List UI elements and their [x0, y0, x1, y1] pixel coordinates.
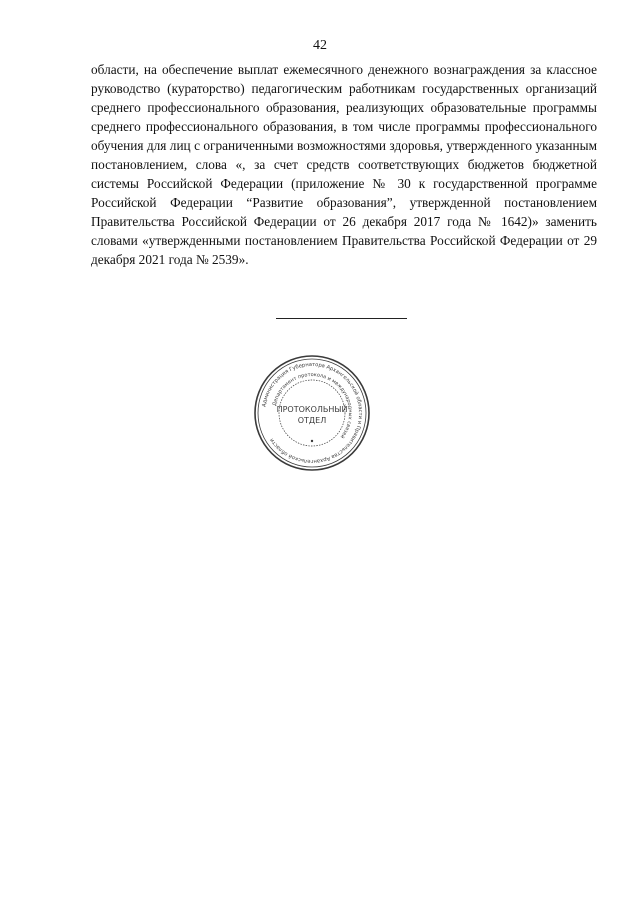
stamp-inner-ring-text: Департамент протокола и международных связей [271, 371, 354, 440]
page-number: 42 [313, 38, 327, 53]
stamp-center-line2: ОТДЕЛ [297, 416, 327, 425]
stamp-outer-ring-text: Администрация Губернатора Архангельской области и Правительства Архангельской области [261, 361, 364, 465]
stamp-center-line1: ПРОТОКОЛЬНЫЙ [276, 405, 348, 414]
end-separator-line [276, 318, 407, 319]
body-paragraph: области, на обеспечение выплат ежемесячного денежного вознаграждения за классное руководство (кураторство) педагогическим работникам государственных организаций среднего профессионального образования, реализующих образовательные программы среднего профессионального образования, в том числе программы профессионального обучения для лиц с ограниченными возможностями здоровья, утвержденного указанным постановлением, слова «, за счет средств соответствующих бюджетов бюджетной системы Российской Федерации (приложение № 30 к государственной программе Российской Федерации “Развитие образования”, утвержденной постановлением Правительства Российской Федерации от 26 декабря 2017 года № 1642)» заменить словами «утвержденными постановлением Правительства Российской Федерации от 29 декабря 2021 года № 2539». [91, 62, 597, 267]
official-stamp [252, 353, 372, 473]
stamp-dot [311, 440, 313, 442]
stamp-seal-icon [252, 353, 372, 473]
